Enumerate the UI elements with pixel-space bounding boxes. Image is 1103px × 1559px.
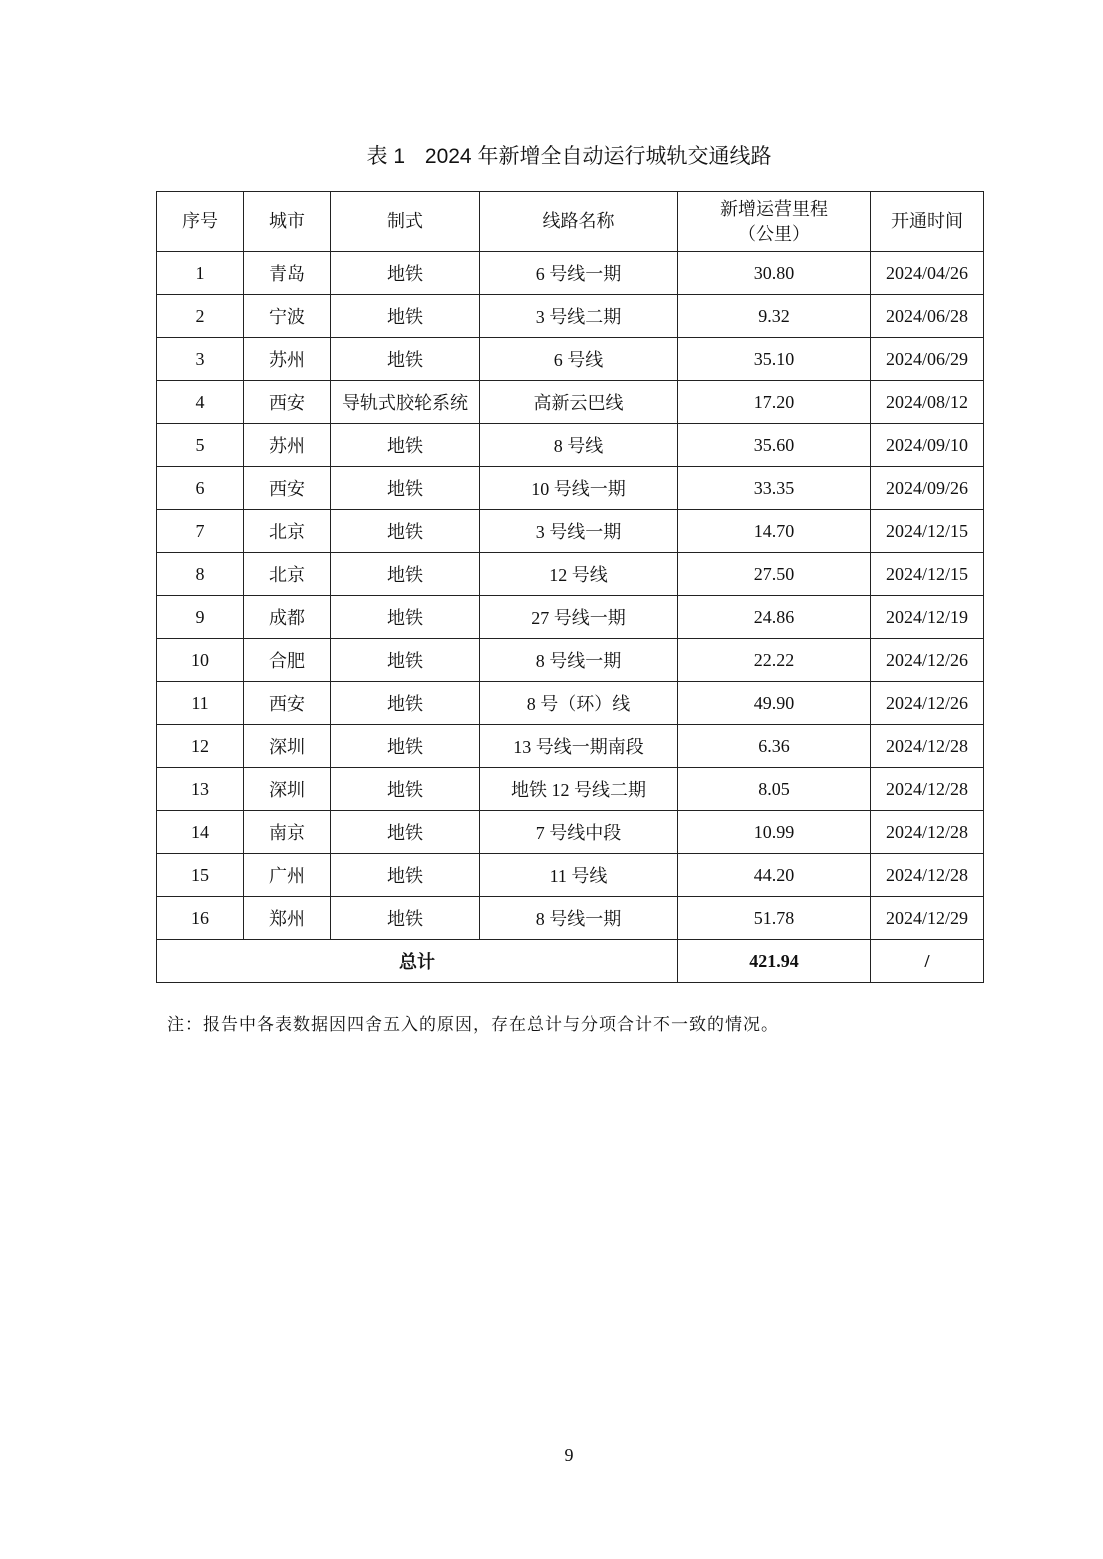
cell-city: 西安: [244, 381, 331, 424]
cell-date: 2024/12/19: [871, 596, 984, 639]
cell-city: 深圳: [244, 768, 331, 811]
cell-mode: 导轨式胶轮系统: [331, 381, 480, 424]
cell-line: 6 号线: [480, 338, 678, 381]
cell-date: 2024/12/28: [871, 854, 984, 897]
cell-mileage: 27.50: [678, 553, 871, 596]
cell-city: 广州: [244, 854, 331, 897]
cell-line: 13 号线一期南段: [480, 725, 678, 768]
table-row: [157, 596, 984, 639]
cell-mileage: 49.90: [678, 682, 871, 725]
table-row: [157, 553, 984, 596]
table-row: [157, 295, 984, 338]
cell-mode: 地铁: [331, 768, 480, 811]
cell-line: 8 号线一期: [480, 897, 678, 940]
cell-line: 3 号线一期: [480, 510, 678, 553]
cell-city: 苏州: [244, 424, 331, 467]
cell-mode: 地铁: [331, 811, 480, 854]
cell-mileage: 33.35: [678, 467, 871, 510]
table-row: [157, 639, 984, 682]
cell-mode: 地铁: [331, 553, 480, 596]
cell-mode: 地铁: [331, 682, 480, 725]
cell-date: 2024/12/28: [871, 725, 984, 768]
header-mileage: [678, 192, 871, 252]
table-row: [157, 424, 984, 467]
table-row: [157, 467, 984, 510]
total-mileage: 421.94: [678, 940, 871, 983]
cell-seq: 11: [157, 682, 244, 725]
cell-date: 2024/12/15: [871, 553, 984, 596]
cell-mode: 地铁: [331, 424, 480, 467]
cell-line: 8 号（环）线: [480, 682, 678, 725]
table-row: [157, 252, 984, 295]
table-number: 表 1: [366, 145, 406, 168]
header-mode: 制式: [331, 192, 480, 252]
cell-date: 2024/12/26: [871, 682, 984, 725]
table-row: [157, 854, 984, 897]
cell-line: 11 号线: [480, 854, 678, 897]
cell-mileage: 17.20: [678, 381, 871, 424]
cell-city: 成都: [244, 596, 331, 639]
cell-mode: 地铁: [331, 252, 480, 295]
total-date: /: [871, 940, 984, 983]
cell-city: 西安: [244, 467, 331, 510]
table-row: [157, 768, 984, 811]
table-row: [157, 725, 984, 768]
cell-mileage: 35.60: [678, 424, 871, 467]
cell-mode: 地铁: [331, 639, 480, 682]
cell-mode: 地铁: [331, 854, 480, 897]
table-row: [157, 682, 984, 725]
cell-line: 高新云巴线: [480, 381, 678, 424]
cell-city: 苏州: [244, 338, 331, 381]
cell-city: 宁波: [244, 295, 331, 338]
cell-line: 7 号线中段: [480, 811, 678, 854]
cell-date: 2024/12/26: [871, 639, 984, 682]
cell-line: 地铁 12 号线二期: [480, 768, 678, 811]
cell-line: 12 号线: [480, 553, 678, 596]
header-mileage-line2: （公里）: [738, 223, 810, 244]
cell-mileage: 35.10: [678, 338, 871, 381]
table-caption: 2024 年新增全自动运行城轨交通线路: [424, 145, 772, 168]
cell-mileage: 9.32: [678, 295, 871, 338]
cell-seq: 2: [157, 295, 244, 338]
cell-seq: 10: [157, 639, 244, 682]
cell-date: 2024/04/26: [871, 252, 984, 295]
cell-date: 2024/09/10: [871, 424, 984, 467]
cell-mileage: 8.05: [678, 768, 871, 811]
cell-mode: 地铁: [331, 897, 480, 940]
total-label: 总计: [157, 940, 678, 983]
cell-line: 3 号线二期: [480, 295, 678, 338]
cell-mode: 地铁: [331, 295, 480, 338]
data-table: [156, 191, 984, 983]
cell-mode: 地铁: [331, 338, 480, 381]
cell-city: 南京: [244, 811, 331, 854]
cell-seq: 9: [157, 596, 244, 639]
header-line: 线路名称: [480, 192, 678, 252]
cell-seq: 13: [157, 768, 244, 811]
cell-seq: 3: [157, 338, 244, 381]
cell-line: 27 号线一期: [480, 596, 678, 639]
cell-city: 深圳: [244, 725, 331, 768]
header-row: [157, 192, 984, 252]
cell-city: 西安: [244, 682, 331, 725]
header-city: 城市: [244, 192, 331, 252]
cell-line: 8 号线: [480, 424, 678, 467]
cell-mileage: 44.20: [678, 854, 871, 897]
cell-seq: 14: [157, 811, 244, 854]
cell-mileage: 24.86: [678, 596, 871, 639]
table-title: [0, 140, 1103, 170]
cell-seq: 8: [157, 553, 244, 596]
table-row: [157, 811, 984, 854]
header-date: 开通时间: [871, 192, 984, 252]
cell-mileage: 14.70: [678, 510, 871, 553]
cell-city: 北京: [244, 510, 331, 553]
cell-mileage: 22.22: [678, 639, 871, 682]
table-row: [157, 510, 984, 553]
cell-date: 2024/12/29: [871, 897, 984, 940]
table-row: [157, 338, 984, 381]
cell-mode: 地铁: [331, 596, 480, 639]
cell-mileage: 30.80: [678, 252, 871, 295]
cell-city: 郑州: [244, 897, 331, 940]
cell-date: 2024/12/28: [871, 768, 984, 811]
page-number: 9: [564, 1445, 574, 1465]
cell-line: 6 号线一期: [480, 252, 678, 295]
cell-mode: 地铁: [331, 725, 480, 768]
cell-date: 2024/06/29: [871, 338, 984, 381]
table-row: [157, 897, 984, 940]
cell-seq: 12: [157, 725, 244, 768]
cell-line: 8 号线一期: [480, 639, 678, 682]
cell-mode: 地铁: [331, 510, 480, 553]
header-seq: 序号: [157, 192, 244, 252]
footnote: 注：报告中各表数据因四舍五入的原因，存在总计与分项合计不一致的情况。: [167, 1015, 779, 1034]
cell-seq: 6: [157, 467, 244, 510]
cell-mileage: 6.36: [678, 725, 871, 768]
cell-mileage: 51.78: [678, 897, 871, 940]
cell-city: 青岛: [244, 252, 331, 295]
cell-line: 10 号线一期: [480, 467, 678, 510]
cell-city: 北京: [244, 553, 331, 596]
cell-date: 2024/06/28: [871, 295, 984, 338]
cell-date: 2024/09/26: [871, 467, 984, 510]
cell-seq: 15: [157, 854, 244, 897]
cell-seq: 5: [157, 424, 244, 467]
cell-seq: 4: [157, 381, 244, 424]
cell-city: 合肥: [244, 639, 331, 682]
total-row: [157, 940, 984, 983]
cell-date: 2024/12/28: [871, 811, 984, 854]
cell-seq: 7: [157, 510, 244, 553]
cell-mode: 地铁: [331, 467, 480, 510]
cell-date: 2024/12/15: [871, 510, 984, 553]
cell-mileage: 10.99: [678, 811, 871, 854]
cell-date: 2024/08/12: [871, 381, 984, 424]
cell-seq: 1: [157, 252, 244, 295]
table-row: [157, 381, 984, 424]
cell-seq: 16: [157, 897, 244, 940]
header-mileage-line1: 新增运营里程: [720, 198, 828, 219]
